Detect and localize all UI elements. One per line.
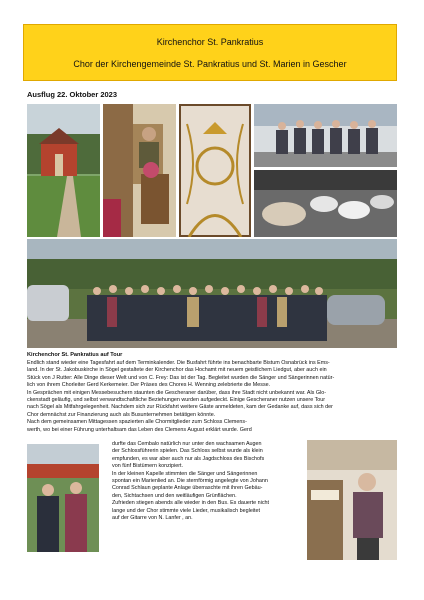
body-text-line: auf der Gitarre von N. Lanfer , an.	[112, 515, 193, 522]
body-text-line: ckenstadt geläufig, und selbst verwandtschaftliche Beziehungen wurden aufgedeckt. Einige Gescheraner nutzen unsere Tour	[27, 397, 326, 404]
two-women-photo	[27, 444, 99, 552]
body-text-line: Nach dem gemeinsamen Mittagessen spazierten alle Chormitglieder zum Schloss Clemens-	[27, 419, 247, 426]
body-text-line: den, Sichtachsen und den weitläufigen Grünflächen.	[112, 492, 237, 499]
body-text-line: empfunden, es war aber auch nur als Jagdschloss des Bischofs	[112, 455, 265, 462]
body-text-line: nach Sögel als Mitfahrgelegenheit. Nachdem sich zur Rückfahrt weitere Gäste anmeldeten, kam der Gedanke auf, dass sich der	[27, 404, 333, 411]
article-body-top	[27, 360, 397, 434]
header-banner	[23, 24, 397, 81]
harpsichord-photo	[307, 440, 397, 560]
church-interior-photo	[103, 104, 176, 237]
body-text-line: In der kleinen Kapelle stimmten die Sänger und Sängerinnen	[112, 470, 258, 477]
body-text-line: lange und der Chor stimmte viele Lieder, musikalisch begleitet	[112, 507, 261, 514]
body-text-line: Zufrieden stiegen abends alle wieder in den Bus. Es dauerte nicht	[112, 500, 270, 507]
body-text-line: In Gesprächen mit einigen Messebesuchern staunten die Gescheraner darüber, dass ihre Stadt nicht unbekannt war. Als Glo-	[27, 389, 327, 396]
body-text-line: Chor demnächst zur Finanzierung auch als Busunternehmen betätigen könnte.	[27, 411, 216, 418]
body-text-line: von fünf Bistümern konzipiert.	[112, 463, 184, 470]
ornate-gate-photo	[179, 104, 251, 237]
body-text-line: Conrad Schlaun geplante Anlage überraschte mit ihren Gebäu-	[112, 485, 263, 492]
group-photo	[27, 239, 397, 348]
body-text-line: land. In der St. Jakobuskirche in Sögel gestaltete der Kirchenchor das Hochamt mit neuem geistlichem Liedgut, aber auch ein	[27, 367, 327, 374]
group-photo-caption: Kirchenchor St. Pankratius auf Tour	[27, 352, 123, 358]
body-text-line: lich von ihrem Chorleiter Gerd Kerkemeier. Der Präses des Chores H. Wenning zelebrierte die Messe.	[27, 382, 271, 389]
body-text-line: Stück von J Rutter: Alle Dinge dieser Welt und von C. Frey: Das ist der Tag. Begleitet wurden die Sänger und Sängerinnen natür-	[27, 374, 335, 381]
trip-date: Ausflug 22. Oktober 2023	[27, 90, 118, 99]
body-text-line: durfte das Cembalo natürlich nur unter den wachsamen Augen	[112, 441, 262, 447]
slippers-photo	[254, 170, 397, 237]
castle-photo	[27, 104, 100, 237]
body-text-line: spontan ein Marienlied an. Die sternförmig angelegte von Johann	[112, 478, 268, 485]
body-text-line: der Schlossführerin spielen. Das Schloss selbst wurde als klein	[112, 448, 263, 455]
choir-title: Kirchenchor St. Pankratius	[156, 37, 264, 47]
body-text-line: werth, wo bei einer Führung unterhaltsam das Leben des Clemens August erklärt wurde. Gerd	[27, 426, 252, 433]
body-text-line: Endlich stand wieder eine Tagesfahrt auf dem Terminkalender. Die Busfahrt führte ins benachbarte Bistum Osnabrück ins Ems-	[27, 360, 330, 366]
article-body-bottom	[112, 441, 302, 522]
choir-subtitle: Chor der Kirchengemeinde St. Pankratius und St. Marien in Gescher	[73, 59, 347, 69]
seated-group-photo	[254, 104, 397, 167]
